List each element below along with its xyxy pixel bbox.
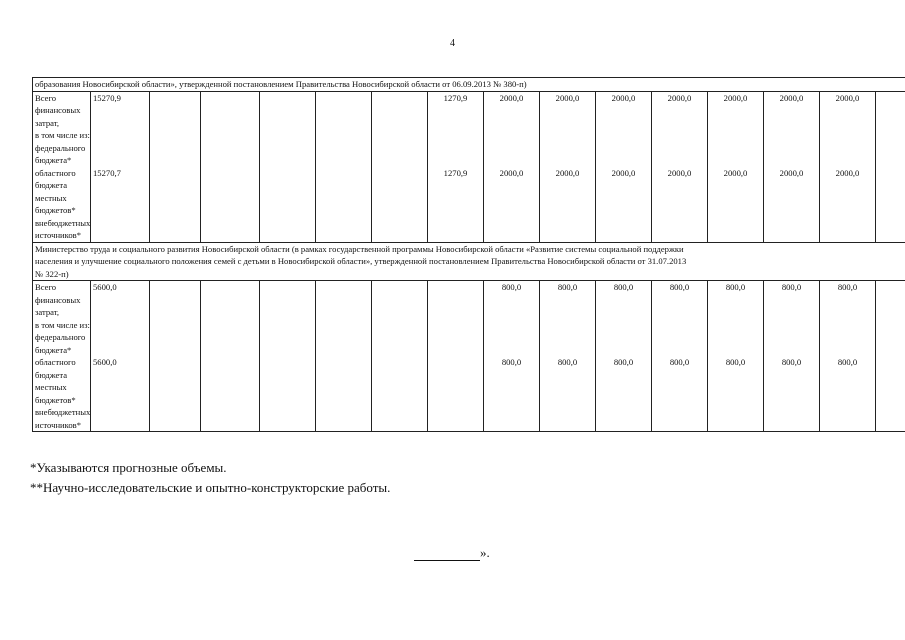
- row-label-line: местных: [35, 192, 67, 203]
- cell-value: 5600,0: [93, 357, 117, 367]
- row-label-line: внебюджетных: [35, 407, 91, 417]
- value-cell: [372, 91, 428, 242]
- cell-value: 800,0: [557, 282, 578, 292]
- footnote-rnd: **Научно-исследовательские и опытно-конструкторские работы.: [30, 480, 391, 495]
- row-label-line: областного: [35, 167, 76, 178]
- cell-value: [203, 281, 257, 294]
- value-cell: [708, 281, 764, 432]
- cell-value: 15270,9: [93, 92, 121, 103]
- signature-blank-line: [414, 547, 480, 561]
- row-label-line: в том числе из:: [35, 130, 90, 140]
- row-label: [33, 281, 91, 432]
- value-cell: [596, 281, 652, 432]
- cell-value: [374, 281, 425, 294]
- cell-value: 800,0: [669, 357, 690, 367]
- row-label-line: финансовых: [35, 105, 81, 115]
- row-label-line: бюджета: [35, 180, 68, 190]
- value-cell: [201, 281, 260, 432]
- cell-value: [430, 356, 481, 369]
- cell-value: 800,0: [837, 357, 858, 367]
- value-cell: [540, 281, 596, 432]
- value-cell: [316, 91, 372, 242]
- cell-value: 2000,0: [555, 92, 580, 103]
- section-title-line: Министерство труда и социального развития Новосибирской области (в рамках государственной программы Новосибирской области «Развитие системы социальной поддержки: [35, 243, 684, 254]
- cell-value: 2000,0: [555, 167, 580, 178]
- cell-value: [262, 167, 313, 180]
- row-label-line: внебюджетных: [35, 217, 91, 228]
- section-title-line: № 322-п): [35, 268, 69, 279]
- section-title: [33, 78, 905, 92]
- value-cell: [91, 281, 150, 432]
- section-title-line: образования Новосибирской области», утвержденной постановлением Правительства Новосибирской области от 06.09.2013 № 380-п): [35, 79, 527, 89]
- cell-value: 15270,7: [93, 167, 121, 178]
- cell-value: [318, 167, 369, 180]
- value-cell: [484, 281, 540, 432]
- value-cell: [540, 91, 596, 242]
- row-label-line: источников*: [35, 230, 82, 240]
- cell-value: [878, 167, 905, 180]
- value-cell: [764, 281, 820, 432]
- row-label-line: Всего: [35, 282, 57, 292]
- cell-value: 1270,9: [443, 167, 468, 178]
- value-cell: [820, 91, 876, 242]
- cell-value: 800,0: [613, 357, 634, 367]
- row-label-line: федерального: [35, 142, 86, 153]
- cell-value: [430, 281, 481, 294]
- cell-value: 800,0: [557, 357, 578, 367]
- cell-value: [318, 356, 369, 369]
- row-label-line: в том числе из:: [35, 319, 90, 330]
- cell-value: 1270,9: [443, 92, 468, 103]
- value-cell: [428, 281, 484, 432]
- cell-value: 2000,0: [611, 167, 636, 178]
- value-cell: [316, 281, 372, 432]
- row-label-line: бюджета*: [35, 155, 72, 165]
- cell-value: 800,0: [613, 282, 634, 292]
- cell-value: 2000,0: [611, 92, 636, 103]
- value-cell: [91, 91, 150, 242]
- cell-value: [203, 356, 257, 369]
- value-cell: [652, 281, 708, 432]
- row-label-line: затрат,: [35, 307, 59, 317]
- cell-value: 2000,0: [835, 167, 860, 178]
- footnotes: [30, 458, 390, 498]
- cell-value: 800,0: [501, 282, 522, 292]
- row-label-line: областного: [35, 357, 76, 367]
- cell-value: [152, 281, 198, 294]
- cell-value: 800,0: [781, 357, 802, 367]
- cell-value: 2000,0: [723, 167, 748, 178]
- value-cell: [150, 91, 201, 242]
- cell-value: [374, 167, 425, 180]
- row-label-line: федерального: [35, 332, 86, 342]
- cell-value: [318, 281, 369, 294]
- cell-value: 2000,0: [779, 92, 804, 103]
- cell-value: 5600,0: [93, 282, 117, 292]
- value-cell: [876, 281, 905, 432]
- value-cell: [484, 91, 540, 242]
- page-number: 4: [450, 38, 455, 49]
- value-cell: [652, 91, 708, 242]
- section-header-row: [33, 78, 905, 92]
- row-label-line: бюджета*: [35, 344, 72, 355]
- row-label-line: бюджета: [35, 369, 68, 380]
- row-label-line: местных: [35, 382, 67, 392]
- section-title: [33, 242, 905, 281]
- cell-value: [374, 92, 425, 105]
- cell-value: 800,0: [669, 282, 690, 292]
- table-row: [33, 281, 905, 432]
- cell-value: 2000,0: [499, 92, 524, 103]
- cell-value: [152, 356, 198, 369]
- cell-value: 2000,0: [499, 167, 524, 178]
- cell-value: [152, 167, 198, 180]
- row-label-line: источников*: [35, 419, 82, 430]
- cell-value: 2000,0: [723, 92, 748, 103]
- cell-value: 800,0: [725, 282, 746, 292]
- cell-value: 2000,0: [835, 92, 860, 103]
- cell-value: [878, 92, 905, 105]
- section-title-line: населения и улучшение социального положения семей с детьми в Новосибирской области», утвержденной постановлением Правительства Новосибирской области от 31.07.2013: [35, 256, 687, 266]
- cell-value: [878, 281, 905, 294]
- cell-value: 800,0: [781, 282, 802, 292]
- value-cell: [708, 91, 764, 242]
- cell-value: 800,0: [837, 282, 858, 292]
- row-label: [33, 91, 91, 242]
- footnote-forecast: *Указываются прогнозные объемы.: [30, 460, 227, 475]
- table-row: [33, 91, 905, 242]
- row-label-line: бюджетов*: [35, 205, 76, 215]
- cell-value: 2000,0: [667, 167, 692, 178]
- value-cell: [596, 91, 652, 242]
- row-label-line: затрат,: [35, 117, 59, 128]
- value-cell: [764, 91, 820, 242]
- cell-value: [262, 281, 313, 294]
- cell-value: [878, 356, 905, 369]
- closing-mark: [414, 545, 490, 561]
- value-cell: [428, 91, 484, 242]
- row-label-line: финансовых: [35, 294, 81, 305]
- value-cell: [201, 91, 260, 242]
- cell-value: [203, 92, 257, 105]
- cell-value: [318, 92, 369, 105]
- closing-quote: ».: [480, 545, 490, 560]
- cell-value: 2000,0: [779, 167, 804, 178]
- value-cell: [150, 281, 201, 432]
- row-label-line: бюджетов*: [35, 394, 76, 405]
- cell-value: [203, 167, 257, 180]
- cell-value: 2000,0: [667, 92, 692, 103]
- section-header-row: [33, 242, 905, 281]
- value-cell: [820, 281, 876, 432]
- value-cell: [876, 91, 905, 242]
- cell-value: [262, 92, 313, 105]
- cell-value: 800,0: [725, 357, 746, 367]
- row-label-line: Всего: [35, 92, 57, 103]
- cell-value: 800,0: [501, 357, 522, 367]
- cell-value: [262, 356, 313, 369]
- value-cell: [372, 281, 428, 432]
- cell-value: [374, 356, 425, 369]
- financing-table: [32, 77, 905, 432]
- value-cell: [260, 281, 316, 432]
- value-cell: [260, 91, 316, 242]
- cell-value: [152, 92, 198, 105]
